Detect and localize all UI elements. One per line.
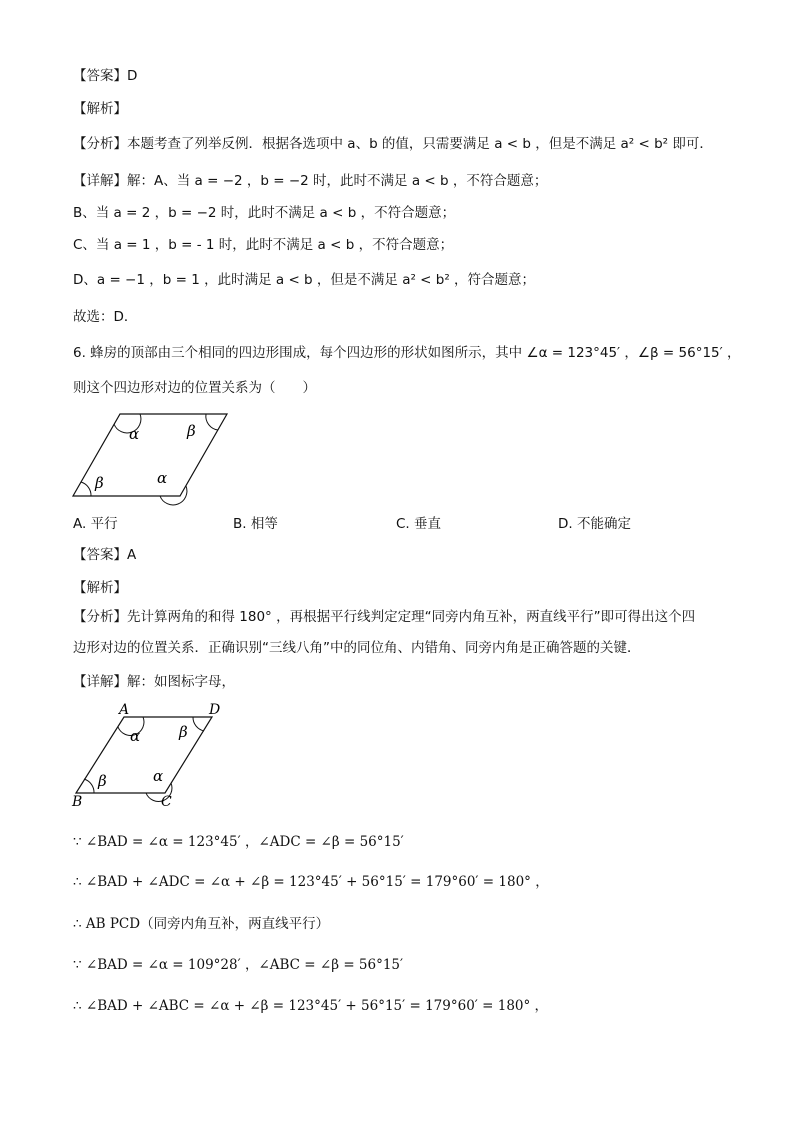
q6-stem-line2: 则这个四边形对边的位置关系为（ ）	[73, 380, 316, 396]
q6-step5: ∴ ∠BAD + ∠ABC = ∠α + ∠β = 123°45′ + 56°15′ = 179°60′ = 180° ，	[73, 998, 549, 1014]
fig2-label-b: B	[72, 794, 83, 810]
q6-step2: ∴ ∠BAD + ∠ADC = ∠α + ∠β = 123°45′ + 56°15′ = 179°60′ = 180° ，	[73, 874, 549, 890]
q6-answer: 【答案】A	[73, 547, 137, 563]
q5-case-c: C、当 a = 1 ，b = - 1 时，此时不满足 a < b ，不符合题意；	[73, 237, 454, 253]
q5-fenxi: 【分析】本题考查了列举反例．根据各选项中 a、b 的值，只需要满足 a < b ，但是不满足 a² < b² 即可．	[73, 136, 713, 152]
fig1-beta-bottom: β	[95, 474, 104, 492]
q5-analysis-heading: 【解析】	[73, 101, 127, 117]
q6-step3: ∴ AB PCD（同旁内角互补，两直线平行）	[73, 916, 330, 932]
option-d: D. 不能确定	[558, 516, 631, 532]
option-b: B. 相等	[233, 516, 278, 532]
q5-choose: 故选：D．	[73, 309, 138, 325]
option-a: A. 平行	[73, 516, 118, 532]
fig2-beta-bottom: β	[98, 772, 107, 790]
fig2-label-a: A	[119, 702, 130, 718]
fig2-label-c: C	[161, 794, 172, 810]
fig2-beta-top: β	[179, 723, 188, 741]
fig1-alpha-bottom: α	[157, 469, 168, 487]
fig1-alpha-top: α	[129, 425, 140, 443]
q6-stem-line1: 6. 蜂房的顶部由三个相同的四边形围成，每个四边形的形状如图所示，其中 ∠α = 123°45′ ，∠β = 56°15′ ，	[73, 345, 741, 361]
q6-fenxi-line1: 【分析】先计算两角的和得 180° ，再根据平行线判定定理“同旁内角互补，两直线平行”即可得出这个四	[73, 609, 696, 625]
q5-case-d: D、a = −1 ，b = 1 ，此时满足 a < b ，但是不满足 a² < b² ，符合题意；	[73, 272, 536, 288]
fig1-beta-top: β	[187, 422, 196, 440]
fig2-alpha-bottom: α	[153, 767, 164, 785]
fig2-alpha-top: α	[130, 727, 141, 745]
q5-answer: 【答案】D	[73, 68, 138, 84]
q5-xiangjie: 【详解】解：A、当 a = −2 ，b = −2 时，此时不满足 a < b ，不符合题意；	[73, 173, 548, 189]
q5-case-b: B、当 a = 2 ，b = −2 时，此时不满足 a < b ，不符合题意；	[73, 205, 456, 221]
q6-step4: ∵ ∠BAD = ∠α = 109°28′ ，∠ABC = ∠β = 56°15′	[73, 957, 404, 973]
option-c: C. 垂直	[396, 516, 442, 532]
q6-fenxi-line2: 边形对边的位置关系．正确识别“三线八角”中的同位角、内错角、同旁内角是正确答题的关键．	[73, 640, 641, 656]
q6-step1: ∵ ∠BAD = ∠α = 123°45′ ，∠ADC = ∠β = 56°15′	[73, 834, 404, 850]
q6-xiangjie: 【详解】解：如图标字母，	[73, 674, 235, 690]
fig2-label-d: D	[209, 702, 221, 718]
q6-analysis-heading: 【解析】	[73, 580, 127, 596]
